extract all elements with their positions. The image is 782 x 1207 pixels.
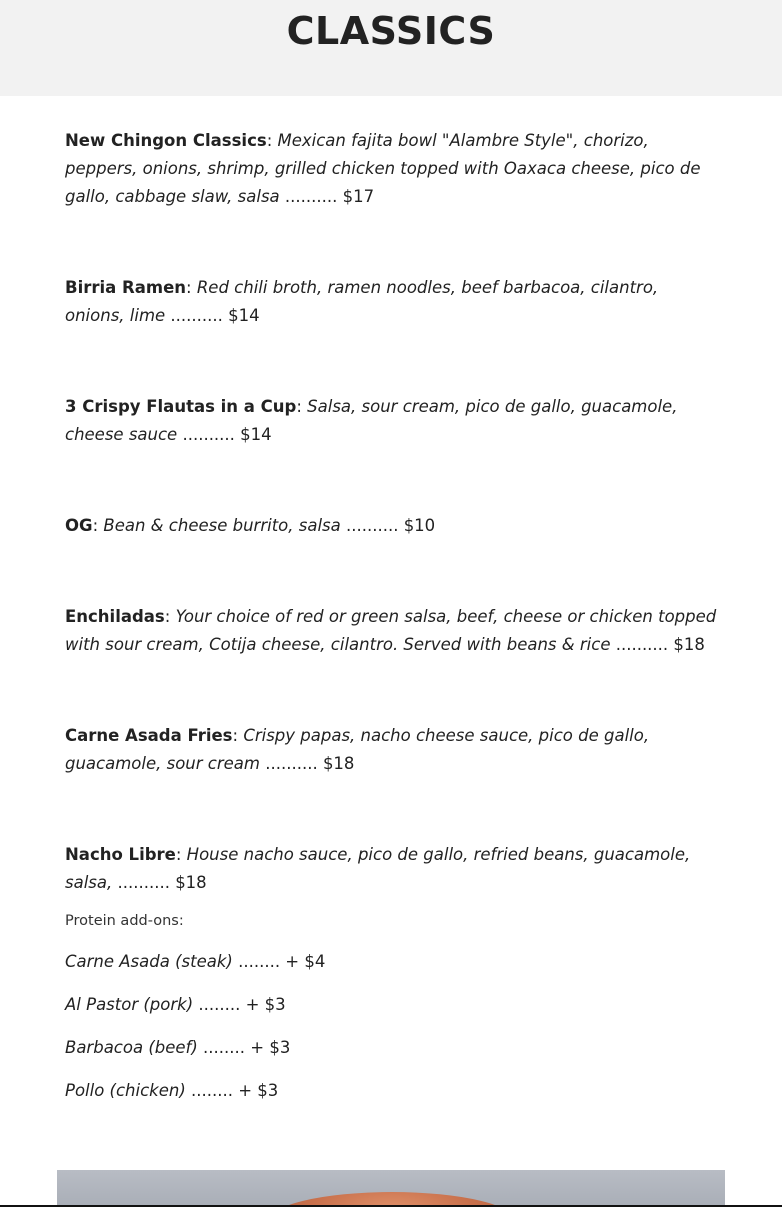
menu-item [65,603,721,659]
menu-item [65,127,721,211]
menu-item-name: OG [65,516,93,535]
menu-item-separator: : [266,131,278,150]
addon-price: ........ + $3 [197,1038,291,1057]
menu-item-description: Bean & cheese burrito, salsa [103,516,341,535]
addon-price: ........ + $3 [193,995,286,1014]
menu-item [65,274,721,330]
menu-item-separator: : [175,845,187,864]
menu-item-price: .......... $18 [610,635,705,654]
addon-item [65,1037,721,1059]
menu-item-price: .......... $18 [260,754,355,773]
menu-item-separator: : [92,516,104,535]
menu-item-name: Nacho Libre [65,845,176,864]
menu-item [65,722,721,778]
menu-item-description: Your choice of red or green salsa, beef, cheese or chicken topped with sour cream, Cotija cheese, cilantro. Served with beans & rice [65,607,717,654]
menu-item-price: .......... $18 [112,873,207,892]
menu-item-separator: : [232,726,244,745]
menu-item-description: House nacho sauce, pico de gallo, refried beans, guacamole, salsa, [65,845,691,892]
menu-item-name: Carne Asada Fries [65,726,233,745]
menu-item-description: Mexican fajita bowl "Alambre Style", chorizo, peppers, onions, shrimp, grilled chicken topped with Oaxaca cheese, pico de gallo, cabbage slaw, salsa [65,131,701,206]
menu-item-separator: : [164,607,176,626]
addon-name: Barbacoa (beef) [65,1038,198,1057]
food-photo [57,1170,725,1207]
menu-item-name: Enchiladas [65,607,165,626]
addon-name: Carne Asada (steak) [65,952,233,971]
menu-item-price: .......... $17 [279,187,375,206]
page-header [0,0,782,96]
menu-list [65,127,721,1123]
menu-item [65,512,721,540]
addon-name: Pollo (chicken) [65,1081,186,1100]
addon-item [65,994,721,1016]
menu-item-price: .......... $10 [340,516,436,535]
addon-price: ........ + $4 [232,952,326,971]
menu-item-separator: : [296,397,308,416]
menu-item-description: Red chili broth, ramen noodles, beef barbacoa, cilantro, onions, lime [65,278,659,325]
menu-item-price: .......... $14 [177,425,272,444]
addons-heading: Protein add-ons: [65,913,184,929]
addon-item [65,951,721,973]
menu-item-separator: : [186,278,197,297]
menu-item [65,841,721,897]
page-title: CLASSICS [286,9,496,53]
menu-item [65,393,721,449]
menu-item-description: Salsa, sour cream, pico de gallo, guacamole, cheese sauce [65,397,678,444]
menu-item-description: Crispy papas, nacho cheese sauce, pico de gallo, guacamole, sour cream [65,726,650,773]
addon-name: Al Pastor (pork) [65,995,194,1014]
addon-item [65,1080,721,1102]
menu-item-name: Birria Ramen [65,278,187,297]
menu-item-name: New Chingon Classics [65,131,267,150]
menu-item-name: 3 Crispy Flautas in a Cup [65,397,297,416]
addon-price: ........ + $3 [185,1081,279,1100]
menu-item-price: .......... $14 [165,306,260,325]
